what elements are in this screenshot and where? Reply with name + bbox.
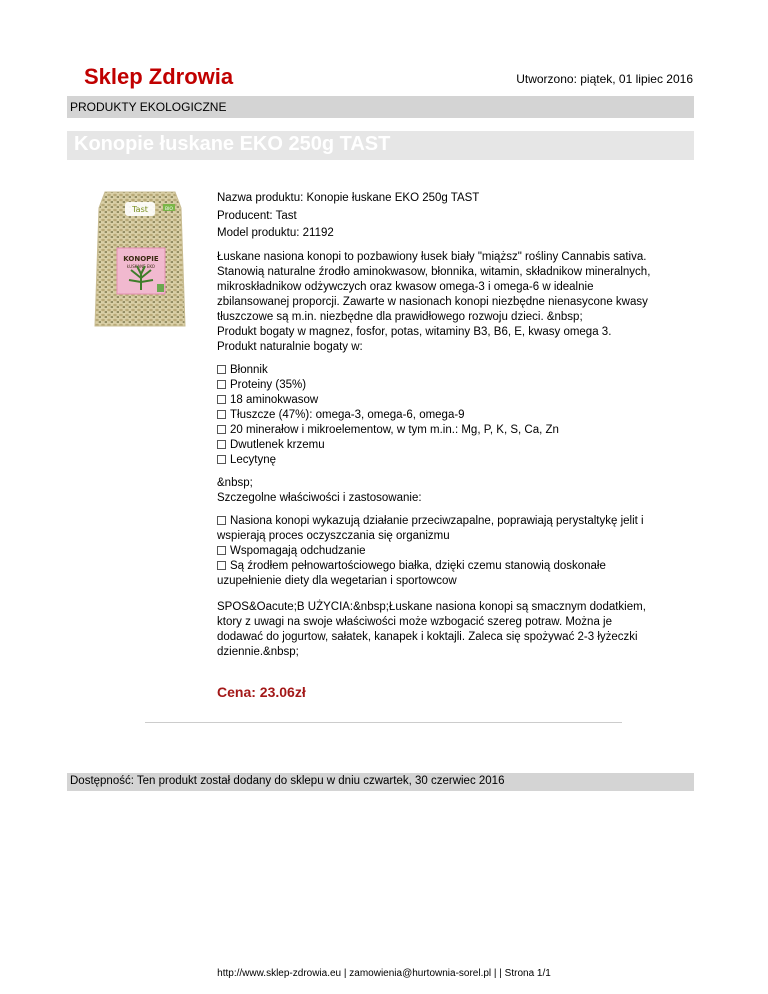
site-title: Sklep Zdrowia <box>84 64 234 89</box>
package-brand: Tast <box>132 205 148 214</box>
list-item: Proteiny (35%) <box>217 378 687 393</box>
product-price: Cena: 23.06zł <box>217 684 306 700</box>
usage-line: SPOS&Oacute;B UŻYCIA:&nbsp;Łuskane nasiona konopi są smacznym dodatkiem, <box>217 601 646 613</box>
usage-section <box>217 600 687 660</box>
bullet-box-icon <box>217 546 226 555</box>
list-item: Lecytynę <box>217 453 687 468</box>
bullet-box-icon <box>217 425 226 434</box>
product-title: Konopie łuskane EKO 250g TAST <box>74 133 391 155</box>
created-date: Utworzono: piątek, 01 lipiec 2016 <box>516 72 693 86</box>
divider <box>145 722 622 723</box>
nbsp-line: &nbsp; <box>217 477 253 489</box>
availability-bar <box>67 773 694 791</box>
category-label: PRODUKTY EKOLOGICZNE <box>70 100 227 114</box>
bullet-box-icon <box>217 561 226 570</box>
list-item: Wspomagają odchudzanie <box>217 544 687 559</box>
bullet-box-icon <box>217 410 226 419</box>
bullet-box-icon <box>217 516 226 525</box>
list-item: 20 minerałow i mikroelementow, w tym m.in.: Mg, P, K, S, Ca, Zn <box>217 423 687 438</box>
list-item: Błonnik <box>217 363 687 378</box>
special-section <box>217 476 687 506</box>
product-title-bar <box>67 131 694 160</box>
product-name: Nazwa produktu: Konopie łuskane EKO 250g TAST <box>217 192 480 204</box>
page-footer: http://www.sklep-zdrowia.eu | zamowienia@hurtownia-sorel.pl | | Strona 1/1 <box>217 968 551 979</box>
package-badge: BIO <box>165 207 173 212</box>
description-line: mikroskładnikow odżywczych oraz kwasow omega-3 i omega-6 w idealnie <box>217 281 594 293</box>
bullet-box-icon <box>217 395 226 404</box>
package-sublabel: ŁUSKANE EKO <box>127 264 155 269</box>
description-line: zbilansowanej proporcji. Zawarte w nasionach konopi niezbędne nienasycone kwasy <box>217 296 648 308</box>
description-line: Produkt naturalnie bogaty w: <box>217 341 363 353</box>
category-bar <box>67 96 694 118</box>
special-heading: Szczegolne właściwości i zastosowanie: <box>217 492 422 504</box>
bullet-box-icon <box>217 455 226 464</box>
usage-line: ktory z uwagi na swoje właściwości może wzbogacić szereg potraw. Można je <box>217 616 612 628</box>
list-item: Nasiona konopi wykazują działanie przeciwzapalne, poprawiają perystaltykę jelit i <box>217 514 687 529</box>
list-item: Dwutlenek krzemu <box>217 438 687 453</box>
product-producer: Producent: Tast <box>217 209 297 222</box>
description-line: Stanowią naturalne źrodło aminokwasow, błonnika, witamin, składnikow mineralnych, <box>217 266 651 278</box>
rich-in-list <box>217 363 687 468</box>
product-description <box>217 250 687 355</box>
availability-text: Dostępność: Ten produkt został dodany do sklepu w dniu czwartek, 30 czerwiec 2016 <box>70 775 505 787</box>
list-item: Tłuszcze (47%): omega-3, omega-6, omega-9 <box>217 408 687 423</box>
description-line: Produkt bogaty w magnez, fosfor, potas, witaminy B3, B6, E, kwasy omega 3. <box>217 326 612 338</box>
list-item: 18 aminokwasow <box>217 393 687 408</box>
bullet-box-icon <box>217 380 226 389</box>
description-line: tłuszczowe są m.in. niezbędne dla prawidłowego rozwoju dzieci. &nbsp; <box>217 311 583 323</box>
list-item: wspierają proces oczyszczania się organizmu <box>217 530 450 542</box>
list-item: Są źrodłem pełnowartościowego białka, dzięki czemu stanowią doskonałe <box>217 559 687 574</box>
description-line: Łuskane nasiona konopi to pozbawiony łusek biały "miąższ" rośliny Cannabis sativa. <box>217 251 647 263</box>
usage-line: dziennie.&nbsp; <box>217 646 299 658</box>
product-model: Model produktu: 21192 <box>217 227 334 239</box>
bullet-box-icon <box>217 440 226 449</box>
usage-line: dodawać do jogurtow, sałatek, kanapek i koktajli. Zaleca się spożywać 2-3 łyżeczki <box>217 631 638 643</box>
product-details <box>217 190 687 243</box>
product-image <box>77 188 203 333</box>
package-label: KONOPIE <box>123 255 159 263</box>
list-item: uzupełnienie diety dla wegetarian i sportowcow <box>217 575 457 587</box>
special-list <box>217 514 687 589</box>
bullet-box-icon <box>217 365 226 374</box>
